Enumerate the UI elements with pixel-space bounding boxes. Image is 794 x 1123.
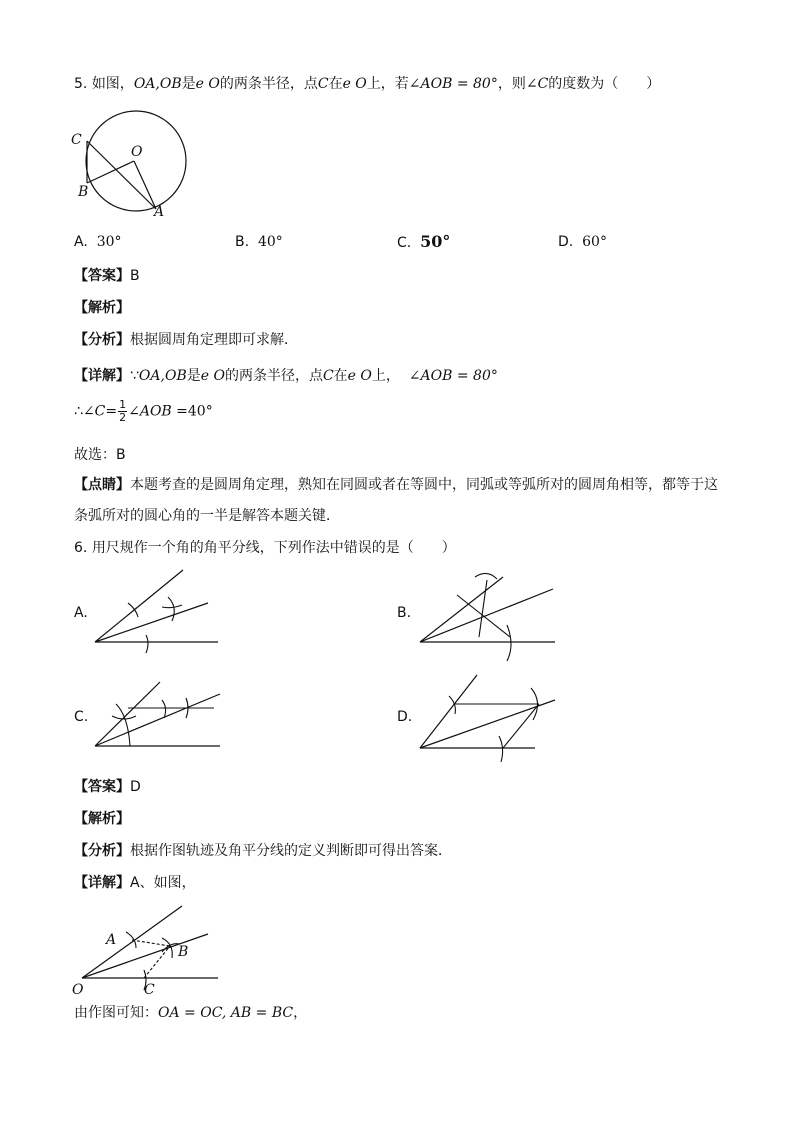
fenxi-text: 根据圆周角定理即可求解． bbox=[130, 332, 298, 348]
fraction-one-half bbox=[118, 399, 127, 424]
option-letter: D. bbox=[558, 234, 574, 250]
q5-xiangjie bbox=[74, 365, 498, 385]
fenxi-text: 根据作图轨迹及角平分线的定义判断即可得出答案． bbox=[130, 843, 452, 859]
q5-option-a bbox=[74, 234, 122, 250]
arc-mark bbox=[449, 696, 455, 714]
arc-mark bbox=[128, 603, 138, 617]
conclusion-prefix: 由作图可知： bbox=[74, 1005, 158, 1021]
option-letter: B. bbox=[235, 234, 250, 250]
q5-choose: 故选：B bbox=[74, 447, 126, 463]
label-b: B bbox=[78, 184, 89, 200]
q6-number: 6. bbox=[74, 540, 88, 556]
label-a: A bbox=[154, 204, 165, 220]
q5-stem-text5: ，则 bbox=[497, 76, 526, 92]
q6-option-b-figure bbox=[415, 565, 560, 665]
q5-stem-text3: 在 bbox=[328, 76, 343, 92]
arc-mark bbox=[146, 635, 148, 653]
q6-analysis-label: 【解析】 bbox=[74, 811, 130, 827]
bisector-ray bbox=[420, 700, 555, 748]
answer-value: B bbox=[130, 268, 140, 284]
q5-angle-c: ∠C bbox=[525, 76, 549, 92]
q6-option-d-label: D. bbox=[397, 709, 413, 725]
dashed-ab bbox=[132, 940, 170, 946]
arc-mark bbox=[499, 736, 503, 762]
q5-fenxi bbox=[74, 329, 298, 349]
calc-right: ∠AOB bbox=[128, 403, 172, 420]
xiangjie-c: C bbox=[322, 368, 334, 384]
option-value: 40° bbox=[257, 234, 283, 250]
fenxi-label: 【分析】 bbox=[74, 332, 130, 348]
ray-top bbox=[420, 675, 477, 748]
xiangjie-radii: OA,OB bbox=[138, 368, 187, 384]
q5-option-c bbox=[397, 232, 450, 251]
xiangjie-text4: 上， bbox=[371, 368, 400, 384]
q5-answer bbox=[74, 265, 140, 285]
ray-top bbox=[95, 682, 160, 746]
arc-mark bbox=[168, 597, 174, 621]
answer-label: 【答案】 bbox=[74, 779, 130, 795]
calc-left: ∠C= bbox=[82, 403, 118, 420]
calc-result: =40° bbox=[176, 403, 213, 420]
q5-analysis-label: 【解析】 bbox=[74, 300, 130, 316]
q6-answer bbox=[74, 776, 141, 796]
q5-stem bbox=[74, 73, 660, 93]
therefore-symbol: ∴ bbox=[74, 403, 83, 420]
arc-mark bbox=[475, 573, 497, 579]
arc-mark bbox=[116, 704, 130, 746]
construction-line bbox=[479, 580, 487, 637]
label-o: O bbox=[131, 144, 143, 160]
q5-option-d bbox=[558, 234, 607, 250]
dianjing-label: 【点睛】 bbox=[74, 477, 130, 493]
xiangjie-circle: e O bbox=[200, 368, 225, 384]
arc-mark bbox=[162, 700, 166, 718]
q5-circle-figure bbox=[68, 104, 198, 220]
dashed-bc bbox=[144, 946, 170, 978]
option-letter: A. bbox=[74, 234, 88, 250]
arc-mark bbox=[507, 625, 511, 661]
xiangjie-text: A、如图， bbox=[130, 875, 196, 891]
parallel-line bbox=[503, 704, 539, 748]
label-b: B bbox=[178, 944, 189, 960]
bisector-ray bbox=[95, 694, 220, 746]
label-c: C bbox=[144, 982, 155, 998]
xiangjie-angle: ∠AOB = 80° bbox=[408, 368, 498, 384]
q5-circle-symbol: e O bbox=[195, 76, 220, 92]
circle-o bbox=[86, 111, 186, 211]
q6-xiangjie bbox=[74, 872, 196, 892]
q6-conclusion bbox=[74, 1002, 307, 1022]
q5-angle-expr: ∠AOB = 80° bbox=[408, 76, 498, 92]
conclusion-expr: OA = OC, AB = BC bbox=[158, 1005, 294, 1021]
answer-label: 【答案】 bbox=[74, 268, 130, 284]
q5-option-b bbox=[235, 234, 283, 250]
q5-stem-text6: 的度数为（ ） bbox=[548, 76, 661, 92]
answer-value: D bbox=[130, 779, 141, 795]
option-letter: C. bbox=[397, 235, 412, 251]
q5-dianjing-line1 bbox=[74, 474, 718, 494]
segment-ca bbox=[87, 141, 156, 209]
xiangjie-text2: 的两条半径，点 bbox=[224, 368, 323, 384]
label-o: O bbox=[72, 982, 84, 998]
xiangjie-text1: 是 bbox=[186, 368, 201, 384]
fraction-denominator: 2 bbox=[119, 411, 127, 424]
dianjing-text: 本题考查的是圆周角定理，熟知在同圆或者在等圆中，同弧或等弧所对的圆周角相等，都等于这 bbox=[130, 477, 718, 493]
arc-mark bbox=[162, 605, 182, 608]
ray-top bbox=[420, 577, 503, 642]
q6-fenxi bbox=[74, 840, 452, 860]
q5-number: 5. bbox=[74, 76, 88, 92]
q6-option-a-figure bbox=[90, 565, 225, 660]
q6-stem-text: 用尺规作一个角的角平分线，下列作法中错误的是（ ） bbox=[91, 540, 456, 556]
q5-stem-text4: 上，若 bbox=[366, 76, 409, 92]
q6-option-c-label: C. bbox=[74, 709, 89, 725]
xiangjie-circle-2: e O bbox=[347, 368, 372, 384]
q5-stem-prefix: 如图， bbox=[91, 76, 134, 92]
q5-point-c: C bbox=[317, 76, 329, 92]
q6-option-d-figure bbox=[415, 670, 560, 768]
q5-calculation bbox=[74, 399, 213, 424]
q5-dianjing-line2: 条弧所对的圆心角的一半是解答本题关键． bbox=[74, 508, 340, 524]
xiangjie-label: 【详解】 bbox=[74, 875, 130, 891]
q6-option-c-figure bbox=[90, 672, 225, 762]
because-symbol: ∵ bbox=[130, 368, 139, 384]
option-value: 30° bbox=[96, 234, 122, 250]
q6-detail-figure bbox=[70, 898, 230, 998]
conclusion-suffix: ， bbox=[293, 1005, 308, 1021]
ray-top bbox=[95, 570, 183, 642]
q5-stem-mid: 是 bbox=[181, 76, 196, 92]
q5-radii: OA,OB bbox=[133, 76, 182, 92]
q5-stem-text2: 的两条半径，点 bbox=[219, 76, 318, 92]
q6-option-b-label: B. bbox=[397, 605, 412, 621]
segment-oa bbox=[134, 161, 156, 209]
bisector-ray bbox=[420, 589, 553, 642]
option-value: 50° bbox=[420, 232, 451, 251]
xiangjie-text3: 在 bbox=[333, 368, 348, 384]
q6-option-a-label: A. bbox=[74, 605, 88, 621]
xiangjie-label: 【详解】 bbox=[74, 368, 130, 384]
label-c: C bbox=[71, 132, 82, 148]
q6-stem bbox=[74, 537, 456, 557]
fraction-numerator: 1 bbox=[119, 398, 127, 411]
bisector-ray bbox=[95, 603, 208, 642]
q5-circle-symbol-2: e O bbox=[342, 76, 367, 92]
fenxi-label: 【分析】 bbox=[74, 843, 130, 859]
label-a: A bbox=[106, 932, 117, 948]
option-value: 60° bbox=[582, 234, 607, 250]
